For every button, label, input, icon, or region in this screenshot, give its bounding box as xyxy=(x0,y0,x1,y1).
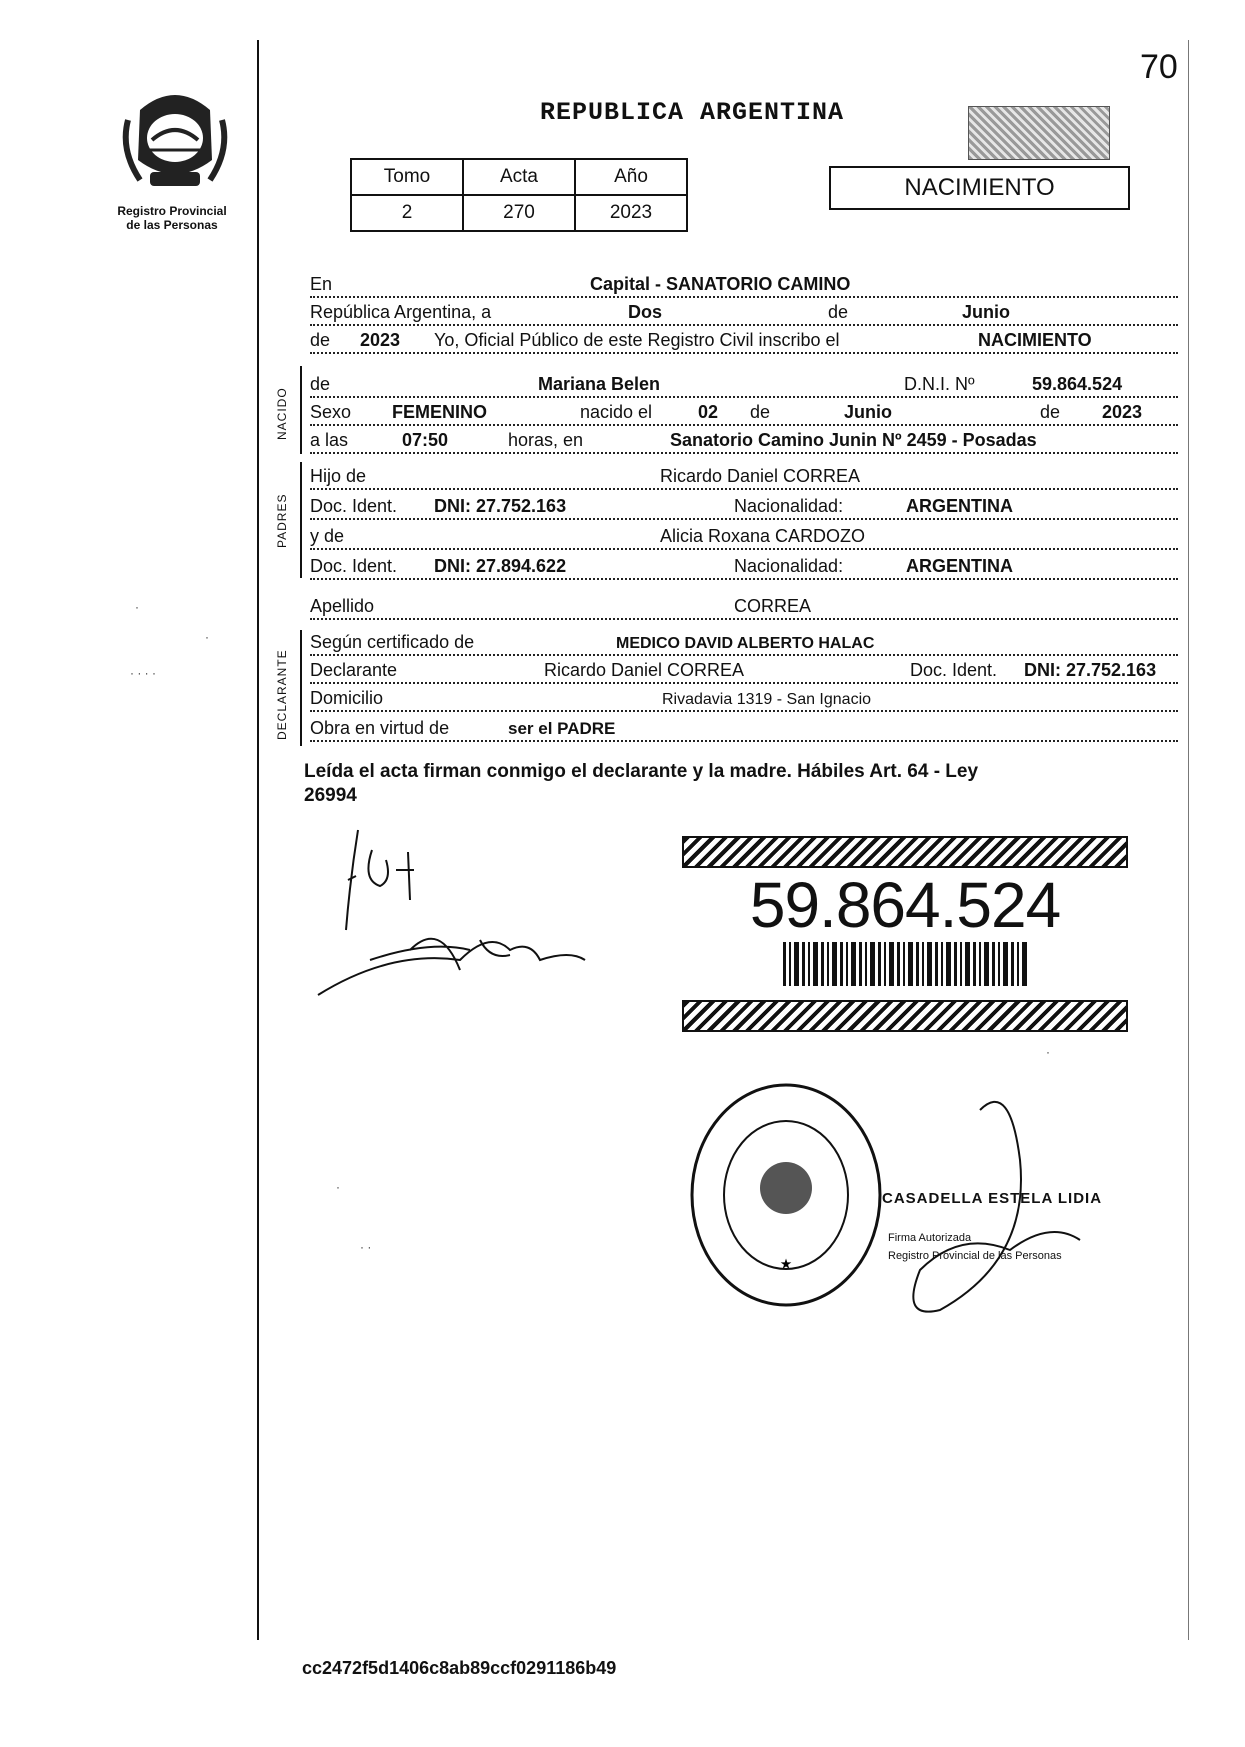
value-acta: 270 xyxy=(463,195,575,231)
row-certificate xyxy=(310,628,1178,656)
label-surname: Apellido xyxy=(310,596,375,616)
header-tomo: Tomo xyxy=(351,159,463,195)
label-father-doc: Doc. Ident. xyxy=(310,496,398,516)
label-declarant: Declarante xyxy=(310,660,398,680)
value-mother-doc: DNI: 27.894.622 xyxy=(434,556,567,576)
registry-table-header-row xyxy=(351,159,687,195)
value-tomo: 2 xyxy=(351,195,463,231)
scan-mark: · · · · xyxy=(130,666,156,680)
security-pattern-top xyxy=(682,836,1128,868)
registry-table-value-row xyxy=(351,195,687,231)
label-born: nacido el xyxy=(580,402,653,422)
value-birth-day: 02 xyxy=(698,402,719,422)
dni-number-panel xyxy=(682,836,1128,1032)
label-de-name: de xyxy=(310,374,331,394)
label-republic: República Argentina, a xyxy=(310,302,492,322)
label-acts-by: Obra en virtud de xyxy=(310,718,450,738)
svg-text:★: ★ xyxy=(780,1257,792,1271)
value-sex: FEMENINO xyxy=(392,402,488,422)
value-dni: 59.864.524 xyxy=(1032,374,1123,394)
row-inscribe xyxy=(310,326,1178,354)
row-address xyxy=(310,684,1178,712)
label-en: En xyxy=(310,274,333,294)
value-acts-by: ser el PADRE xyxy=(508,719,616,738)
value-surname: CORREA xyxy=(734,596,812,616)
value-month: Junio xyxy=(962,302,1010,322)
row-place xyxy=(310,270,1178,298)
value-year: 2023 xyxy=(360,330,401,350)
section-label-padres: PADRES xyxy=(275,493,289,548)
value-father-doc: DNI: 27.752.163 xyxy=(434,496,567,516)
label-address: Domicilio xyxy=(310,688,384,708)
value-declarant-doc: DNI: 27.752.163 xyxy=(1024,660,1157,680)
label-declarant-doc: Doc. Ident. xyxy=(910,660,998,680)
nacido-section-bar xyxy=(300,366,302,454)
value-name: Mariana Belen xyxy=(538,374,661,394)
document-title: REPUBLICA ARGENTINA xyxy=(540,98,845,127)
label-de-birth-month: de xyxy=(750,402,771,422)
logo-caption-line2: de las Personas xyxy=(126,218,218,232)
row-date xyxy=(310,298,1178,326)
value-mother-nationality: ARGENTINA xyxy=(906,556,1013,576)
label-certificate: Según certificado de xyxy=(310,632,475,652)
right-margin-line xyxy=(1188,40,1189,1640)
label-sex: Sexo xyxy=(310,402,352,422)
label-de-birth-year: de xyxy=(1040,402,1061,422)
left-margin-line xyxy=(257,40,259,1640)
registrar-name: CASADELLA ESTELA LIDIA xyxy=(882,1190,1103,1207)
padres-section-bar xyxy=(300,462,302,578)
label-son-of: Hijo de xyxy=(310,466,367,486)
value-father: Ricardo Daniel CORREA xyxy=(660,466,861,486)
logo-caption-line1: Registro Provincial xyxy=(117,204,227,218)
header-anio: Año xyxy=(575,159,687,195)
row-mother-doc xyxy=(310,552,1178,580)
value-anio: 2023 xyxy=(575,195,687,231)
row-name xyxy=(310,370,1178,398)
header-acta: Acta xyxy=(463,159,575,195)
value-birth-place: Sanatorio Camino Junin Nº 2459 - Posadas xyxy=(670,430,1037,450)
label-de: de xyxy=(828,302,849,322)
scan-mark: · xyxy=(205,630,209,644)
value-declarant: Ricardo Daniel CORREA xyxy=(544,660,745,680)
registrar-role: Firma Autorizada xyxy=(888,1232,972,1244)
label-and-of: y de xyxy=(310,526,345,546)
row-mother xyxy=(310,522,1178,550)
value-birth-month: Junio xyxy=(844,402,892,422)
label-inscribe: Yo, Oficial Público de este Registro Civil inscribo el xyxy=(434,330,840,350)
row-father xyxy=(310,462,1178,490)
value-inscribe: NACIMIENTO xyxy=(978,330,1092,350)
value-time: 07:50 xyxy=(402,430,449,450)
statement-line-2: 26994 xyxy=(304,785,357,806)
value-birth-year: 2023 xyxy=(1102,402,1143,422)
value-place: Capital - SANATORIO CAMINO xyxy=(590,274,851,294)
act-type-box: NACIMIENTO xyxy=(829,166,1130,210)
scan-mark: · xyxy=(1046,1045,1050,1059)
row-time xyxy=(310,426,1178,454)
scan-mark: · · xyxy=(360,1240,372,1254)
registrar-signature xyxy=(880,1080,1140,1340)
row-sex xyxy=(310,398,1178,426)
fiscal-stamp xyxy=(968,106,1110,160)
label-mother-doc: Doc. Ident. xyxy=(310,556,398,576)
registry-table xyxy=(350,158,688,232)
document-hash: cc2472f5d1406c8ab89ccf0291186b49 xyxy=(302,1658,617,1678)
label-hours: horas, en xyxy=(508,430,584,450)
label-mother-nationality: Nacionalidad: xyxy=(734,556,844,576)
scan-mark: · xyxy=(135,600,139,614)
row-surname xyxy=(310,592,1178,620)
row-acts-by xyxy=(310,714,1178,742)
section-label-declarante: DECLARANTE xyxy=(275,649,289,740)
section-label-nacido: NACIDO xyxy=(275,387,289,440)
value-mother: Alicia Roxana CARDOZO xyxy=(660,526,866,546)
value-father-nationality: ARGENTINA xyxy=(906,496,1013,516)
statement-line-1: Leída el acta firman conmigo el declarante y la madre. Hábiles Art. 64 - Ley xyxy=(304,761,979,782)
value-address: Rivadavia 1319 - San Ignacio xyxy=(662,691,872,708)
label-time: a las xyxy=(310,430,349,450)
dni-panel-number: 59.864.524 xyxy=(749,869,1061,941)
scan-mark: · xyxy=(336,1180,340,1194)
row-father-doc xyxy=(310,492,1178,520)
value-day-word: Dos xyxy=(628,302,663,322)
label-father-nationality: Nacionalidad: xyxy=(734,496,844,516)
value-certificate: MEDICO DAVID ALBERTO HALAC xyxy=(616,635,875,652)
declarante-section-bar xyxy=(300,630,302,746)
handwritten-signatures xyxy=(310,800,610,1030)
logo-caption xyxy=(92,204,252,232)
page-number: 70 xyxy=(1140,48,1178,86)
label-de-year: de xyxy=(310,330,331,350)
barcode xyxy=(783,942,1027,986)
security-pattern-bottom xyxy=(682,1000,1128,1032)
registrar-office: Registro Provincial de las Personas xyxy=(888,1250,1062,1262)
registry-seal xyxy=(686,1078,886,1312)
row-declarant xyxy=(310,656,1178,684)
label-dni: D.N.I. Nº xyxy=(904,374,975,394)
